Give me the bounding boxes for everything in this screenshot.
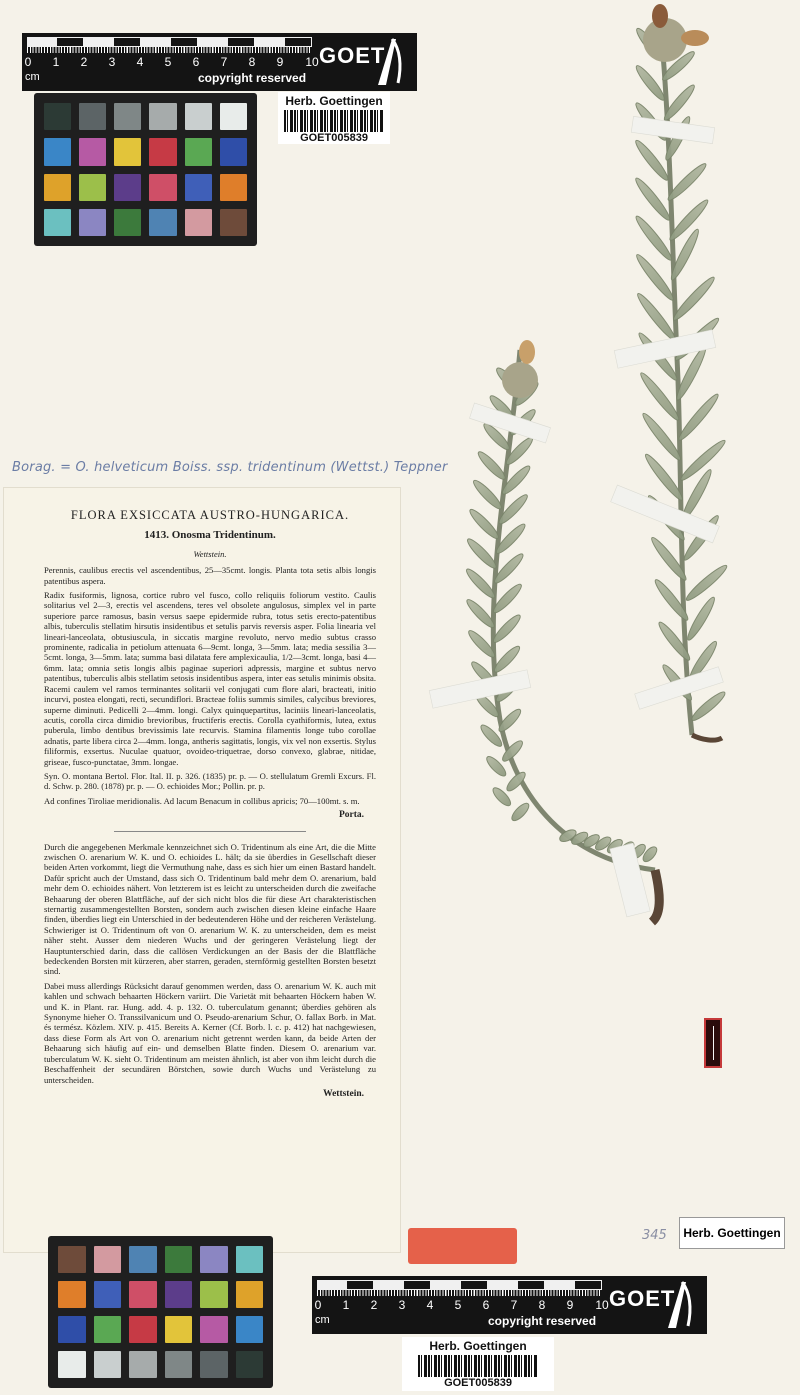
copyright-text: copyright reserved (198, 71, 307, 85)
color-swatch (185, 174, 212, 201)
color-swatch (58, 1351, 86, 1378)
goet-logo-text: GOET (319, 43, 386, 68)
ruler-unit-bottom: cm (315, 1314, 330, 1326)
barcode-label-bottom (402, 1337, 554, 1391)
goet-logo-icon-bottom (662, 1278, 698, 1332)
color-swatch (149, 138, 176, 165)
color-swatch (79, 174, 106, 201)
color-swatch (44, 174, 71, 201)
printed-label (4, 488, 400, 1252)
barcode-number-bottom: GOET005839 (444, 1377, 512, 1389)
color-swatch (200, 1281, 228, 1308)
label-description-long: Radix fusiformis, lignosa, cortice rubro vel fusco, collo reliquiis foliorum vestito. Caulis solitarius vel 2—3, erectis vel ascendens, teres vel obsolete angulosus, simplex vel in parte superiore parce ramosus, basin versus saepe epidermide rubra, totus setis erecto-patentibus albis, tuberculis stellatim hirsutis insidentibus et setulis parvis reversis asper. Folia linearia vel lineari-lanceolata, obtusiuscula, in siccatis margine revoluto, nervo medio subtus crasso prominente, radicalia in petiolum attenuata 6—9cmt. longa, 3—5mm. lata; media sessilia 3—5cmt. longa, 3—5mm. lata; summa basi dilatata fere amplexicaulia, 1/2—3cmt. longa, basi 4—6mm. lata; omnia setis longis albis paginae superiori adpressis, margine et subtus nervo patentibus, tuberculis albis stellatim setosis insidentibus aspera, inter eas setulis minimis obsita. Racemi caulem vel ramos terminantes solitarii vel conjugati cum flore alari, bracteati, initio incurvi, postea elongati, recti, secundiflori. Bracteae foliis summis similes, calycibus breviores, superne diminuti. Pedicelli 2—4mm. longi. Calyx quinquepartitus, laciniis lineari-lanceolatis, acutis, corolla circa dimidio brevioribus, fructiferis erectis. Corolla cyathiformis, lutea, extus puberula, limbo dentibus brevissimis late recurvis. Stamina filamentis longe tubo corollae adnatis, parte libera circa 2—4mm. longa, antheris sagittatis, longis, vix vel non exsertis. Stylus filiformis, exsertus. Nuculae quatuor, ovoideo-triquetrae, dorso convexo, glabrae, nitidae, griseae, fusco-punctatae, 3mm. longae. (44, 590, 376, 767)
color-swatch (149, 209, 176, 236)
color-swatch (200, 1351, 228, 1378)
color-swatch (185, 209, 212, 236)
ruler-numbers: 0 1 2 3 4 5 6 7 8 9 10 (24, 55, 319, 69)
label-locality: Ad confines Tiroliae meridionalis. Ad lacum Benacum in collibus apricis; 70—100mt. s. m. (44, 795, 360, 806)
color-swatch (114, 138, 141, 165)
color-swatch (200, 1246, 228, 1273)
leaf (689, 689, 728, 723)
leaf (471, 478, 505, 512)
label-note-1: Durch die angegebenen Merkmale kennzeichnet sich O. Tridentinum als eine Art, die die Mitte zwischen O. arenarium W. K. und O. echioides L. hält; da sie überdies in Gesellschaft dieser beiden Arten vorkommt, liegt die Vermuthung nahe, dass es sich hier um einen Bastard handelt. Dafür spricht auch der Umstand, dass sich O. Tridentinum bald mehr dem O. arenarium, bald mehr dem O. echioides nähert. Von letzterem ist es leicht zu unterscheiden durch die zweifache Behaarung der oberen Blattfläche, auf der sich nicht blos die für diese Art charakteristischen sternartig zusammengestellten Borsten, sondern auch zwischen diesen kleine einfache Haare finden, überdies liegt ein Unterschied in der bedeutenderen Höhe und der reicheren Verästelung. Schwieriger ist O. Tridentinum oft von O. arenarium W. K. zu unterscheiden, dem es meist näher steht. Ausser dem niederen Wuchs und der geringeren Verästelung liegt der Hauptunterschied darin, dass die callösen Verdickungen an der Basis der die Blattfläche bedeckenden Borsten mit kürzeren, aber starren, geraden, sternförmig gestellten Borsten besetzt sind. (44, 841, 376, 977)
barcode-bars-bottom (418, 1355, 538, 1377)
label-synonyms: Syn. O. montana Bertol. Flor. Ital. II. p. 326. (1835) pr. p. — O. stellulatum Gremli Excurs. Fl. d. Schw. p. 280. (1878) pr. p. — O. echioides Mor.; Pollin. pr. p. (44, 770, 376, 792)
leaf (465, 536, 499, 571)
color-swatch (220, 103, 247, 130)
leaf (467, 507, 501, 542)
color-swatch (149, 103, 176, 130)
color-swatch (165, 1281, 193, 1308)
barcode-bars (284, 110, 384, 132)
color-swatch (236, 1351, 264, 1378)
color-swatch (44, 209, 71, 236)
color-swatch (129, 1316, 157, 1343)
leaf (633, 138, 671, 183)
color-swatch (165, 1246, 193, 1273)
color-swatch (220, 138, 247, 165)
ruler-minor-ticks (27, 47, 312, 53)
color-calibration-card-top (34, 93, 257, 246)
label-series: FLORA EXSICCATA AUSTRO-HUNGARICA. (70, 508, 350, 522)
sheet-number: 345 (642, 1228, 667, 1243)
barcode-institution: Herb. Goettingen (285, 94, 383, 108)
bottom-ruler (312, 1276, 707, 1334)
color-swatch (129, 1246, 157, 1273)
color-swatch (165, 1316, 193, 1343)
leaf (475, 449, 507, 482)
label-heading: 1413. Onosma Tridentinum. (144, 529, 276, 542)
color-swatch (79, 209, 106, 236)
label-description-short: Perennis, caulibus erectis vel ascendentibus, 25—35cmt. longis. Planta tota setis albis longis patentibus aspera. (44, 565, 376, 586)
ruler-numbers-bottom: 0 1 2 3 4 5 6 7 8 9 10 (314, 1298, 609, 1312)
leaf (676, 391, 721, 442)
color-swatch (44, 138, 71, 165)
color-swatch (236, 1281, 264, 1308)
top-ruler (22, 33, 417, 91)
scale-bar (704, 1018, 722, 1068)
color-swatch (94, 1316, 122, 1343)
color-swatch (94, 1351, 122, 1378)
leaf (633, 175, 673, 222)
color-swatch (129, 1281, 157, 1308)
color-swatch (114, 209, 141, 236)
color-swatch (149, 174, 176, 201)
color-swatch (58, 1281, 86, 1308)
color-swatch (114, 174, 141, 201)
color-swatch (185, 138, 212, 165)
goet-logo-text-bottom: GOET (609, 1286, 676, 1311)
color-calibration-card-bottom (48, 1236, 273, 1388)
color-swatch (200, 1316, 228, 1343)
color-swatch (220, 209, 247, 236)
color-swatch (129, 1351, 157, 1378)
color-swatch (79, 103, 106, 130)
herbarium-label-bottom: Herb. Goettingen (679, 1217, 785, 1249)
barcode-number: GOET005839 (300, 132, 368, 144)
copyright-text-bottom: copyright reserved (488, 1314, 597, 1328)
color-swatch (79, 138, 106, 165)
color-swatch (236, 1246, 264, 1273)
plant-specimen (410, 0, 800, 960)
red-marker (408, 1228, 517, 1264)
color-swatch (44, 103, 71, 130)
goet-logo-icon (372, 35, 408, 89)
color-swatch (58, 1316, 86, 1343)
label-signature: Wettstein. (323, 1088, 364, 1099)
determination-annotation: Borag. = O. helveticum Boiss. ssp. tridentinum (Wettst.) Teppner (12, 460, 448, 475)
label-note-2: Dabei muss allerdings Rücksicht darauf genommen werden, dass O. arenarium W. K. auch mit kahlen und schwach behaarten Höckern variirt. Die Varietät mit behaarten Höckern haben W. und K. in Plant. rar. Hung. add. 4. p. 132. O. tuberculatum genannt; überdies gehören als Synonyme hieher O. Transsilvanicum und O. Pseudo-arenarium Schur, O. fallax Borb. in Mat. és termész. Közlem. XIV. p. 415. Bereits A. Kerner (Cf. Borb. l. c. p. 412) hat nachgewiesen, dass diese Form als Art von O. arenarium nicht getrennt werden kann, da beide Arten der Behaarung sich häufig auf ein- und demselben Blatte finden. Diesem O. arenarium var. tuberculatum W. K. sieht O. Tridentinum am meisten ähnlich, ist aber von ihm leicht durch die Beschaffenheit der secundären Börstchen, sowie durch Wuchs und Verästelung zu unterscheiden. (44, 980, 376, 1085)
color-swatch (220, 174, 247, 201)
color-swatch (185, 103, 212, 130)
leaf (684, 595, 717, 642)
label-author: Wettstein. (193, 548, 227, 559)
color-swatch (114, 103, 141, 130)
barcode-institution-bottom: Herb. Goettingen (429, 1339, 527, 1353)
ruler-unit: cm (25, 71, 40, 83)
color-swatch (58, 1246, 86, 1273)
color-swatch (165, 1351, 193, 1378)
leaf (671, 274, 718, 323)
color-swatch (94, 1246, 122, 1273)
leaf (684, 562, 730, 603)
leaf (509, 801, 531, 823)
color-swatch (94, 1281, 122, 1308)
label-divider (114, 831, 306, 832)
barcode-label-top (278, 92, 390, 144)
color-swatch (236, 1316, 264, 1343)
label-collector: Porta. (338, 810, 364, 821)
